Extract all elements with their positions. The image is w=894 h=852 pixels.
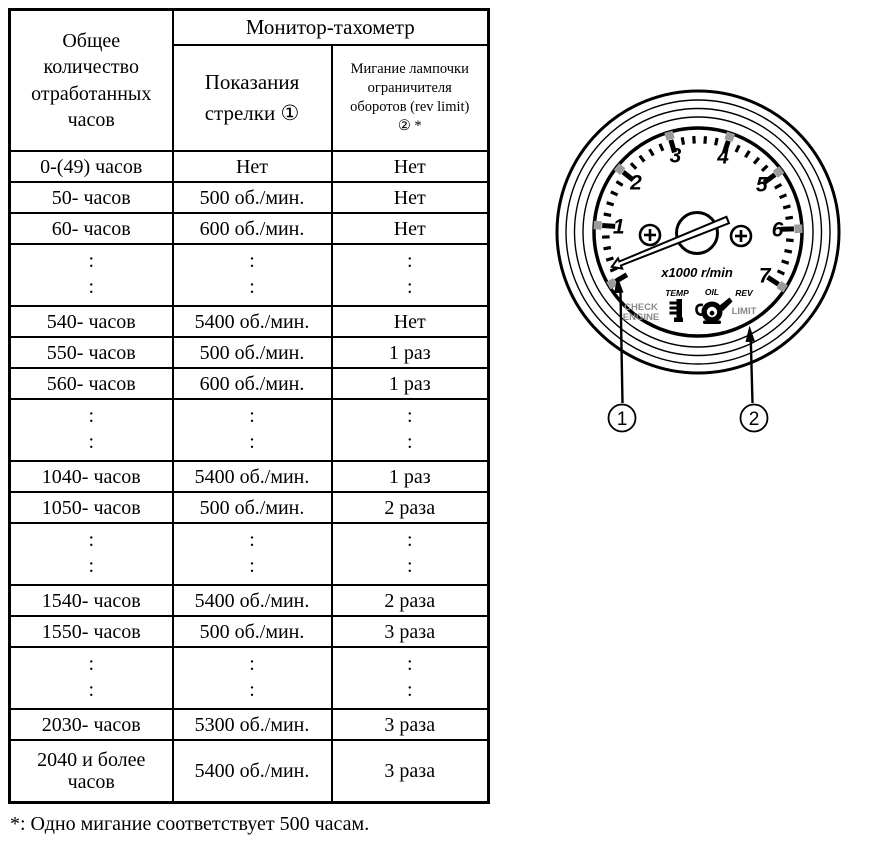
dial-units-label: x1000 r/min (661, 265, 733, 280)
table-row (10, 709, 489, 740)
limit-label: LIMIT (731, 306, 757, 317)
cell-blink-count: Нет (332, 213, 489, 244)
cell-needle-reading: 500 об./мин. (173, 182, 332, 213)
integer-tick-gray (594, 225, 602, 226)
cell-ellipsis: : : (10, 647, 173, 709)
cell-ellipsis: : : (332, 399, 489, 461)
cell-hours: 1050- часов (10, 492, 173, 523)
col-header-line: часов (67, 108, 115, 131)
table-row (10, 244, 489, 306)
col-header-rev-limit-blink (332, 45, 489, 151)
cell-blink-count: Нет (332, 151, 489, 182)
col-header-line: оборотов (rev limit) (350, 99, 470, 115)
cell-ellipsis: : : (10, 399, 173, 461)
col-header-line: Показания (204, 69, 300, 94)
cell-hours: 540- часов (10, 306, 173, 337)
minor-tick (786, 240, 794, 241)
rev-label: REV (735, 288, 753, 298)
table-body (10, 151, 489, 802)
minor-tick (786, 217, 793, 218)
integer-tick-gray (775, 170, 781, 175)
col-header-line: Общее (62, 29, 121, 52)
col-header-needle-reading (173, 45, 332, 151)
table-row (10, 337, 489, 368)
minor-tick (604, 248, 611, 249)
integer-tick-gray (617, 167, 623, 172)
cell-hours: 50- часов (10, 182, 173, 213)
table-row (10, 213, 489, 244)
dial-number: 4 (717, 145, 729, 169)
cell-blink-count: 1 раз (332, 368, 489, 399)
minor-tick (716, 138, 718, 145)
left-screw-icon (640, 225, 660, 245)
cell-ellipsis: : : (332, 523, 489, 585)
cell-hours: 550- часов (10, 337, 173, 368)
tachometer-illustration (540, 64, 894, 466)
minor-tick (785, 251, 792, 253)
cell-blink-count: Нет (332, 182, 489, 213)
minor-tick (607, 203, 614, 205)
cell-needle-reading: 600 об./мин. (173, 368, 332, 399)
footnote: *: Одно мигание соответствует 500 часам. (10, 813, 370, 835)
cell-blink-count: 3 раза (332, 709, 489, 740)
cell-hours: 1540- часов (10, 585, 173, 616)
cell-ellipsis: : : (10, 244, 173, 306)
table-row (10, 523, 489, 585)
cell-blink-count: 2 раза (332, 492, 489, 523)
oil-label: OIL (704, 287, 720, 297)
table-row (10, 182, 489, 213)
minor-tick (783, 206, 790, 208)
cell-needle-reading: 5400 об./мин. (173, 461, 332, 492)
cell-blink-count: Нет (332, 306, 489, 337)
cell-ellipsis: : : (173, 647, 332, 709)
col-header-line: стрелки ① (204, 101, 300, 125)
cell-blink-count: 3 раза (332, 616, 489, 647)
cell-hours: 60- часов (10, 213, 173, 244)
cell-ellipsis: : : (10, 523, 173, 585)
table-row (10, 151, 489, 182)
cell-needle-reading: 5400 об./мин. (173, 306, 332, 337)
integer-tick-gray (729, 133, 732, 141)
cell-ellipsis: : : (173, 523, 332, 585)
check-engine-label: ENGINE (622, 312, 660, 323)
integer-tick-gray (779, 285, 786, 289)
col-header-total-hours (10, 10, 173, 152)
dial-number: 2 (630, 171, 642, 195)
cell-needle-reading: 600 об./мин. (173, 213, 332, 244)
integer-tick-gray (608, 282, 615, 286)
hours-table (8, 8, 490, 804)
table-row (10, 368, 489, 399)
col-header-line: отработанных (31, 82, 152, 105)
header-row-group (10, 10, 489, 46)
dial-number: 7 (758, 264, 771, 288)
dial-number: 3 (669, 144, 682, 168)
table-row (10, 461, 489, 492)
right-screw-icon (731, 226, 751, 246)
table-row (10, 616, 489, 647)
cell-hours: 1550- часов (10, 616, 173, 647)
cell-hours: 560- часов (10, 368, 173, 399)
table-row (10, 585, 489, 616)
cell-needle-reading: 5300 об./мин. (173, 709, 332, 740)
table-row (10, 492, 489, 523)
cell-blink-count: 1 раз (332, 461, 489, 492)
cell-ellipsis: : : (173, 244, 332, 306)
dial-number: 1 (612, 215, 625, 239)
minor-tick (682, 137, 683, 144)
temp-label: TEMP (665, 288, 689, 298)
minor-tick (604, 214, 611, 215)
minor-tick (782, 261, 789, 263)
cell-needle-reading: Нет (173, 151, 332, 182)
table-row (10, 306, 489, 337)
cell-hours: 0-(49) часов (10, 151, 173, 182)
cell-hours: 2040 и более часов (10, 740, 173, 802)
cell-needle-reading: 5400 об./мин. (173, 740, 332, 802)
callout-number: 1 (616, 409, 628, 430)
cell-ellipsis: : : (173, 399, 332, 461)
cell-blink-count: 2 раза (332, 585, 489, 616)
col-header-line: ② * (397, 118, 422, 135)
col-header-monitor-tachometer: Монитор-тахометр (173, 10, 489, 46)
cell-hours: 1040- часов (10, 461, 173, 492)
cell-needle-reading: 500 об./мин. (173, 492, 332, 523)
table-row (10, 740, 489, 802)
col-header-line: Мигание лампочки (350, 60, 469, 77)
cell-blink-count: 3 раза (332, 740, 489, 802)
dial-number: 6 (771, 218, 784, 242)
minor-tick (606, 258, 613, 260)
minor-tick (705, 136, 706, 144)
cell-blink-count: 1 раз (332, 337, 489, 368)
cell-needle-reading: 5400 об./мин. (173, 585, 332, 616)
dial-number: 5 (755, 173, 768, 197)
check-engine-label: CHECK (624, 302, 658, 313)
cell-ellipsis: : : (332, 244, 489, 306)
cell-needle-reading: 500 об./мин. (173, 337, 332, 368)
col-header-line: количество (43, 56, 139, 79)
table-row (10, 647, 489, 709)
cell-hours: 2030- часов (10, 709, 173, 740)
integer-tick-gray (668, 132, 670, 140)
table-row (10, 399, 489, 461)
cell-ellipsis: : : (332, 647, 489, 709)
col-header-line: ограничителя (367, 79, 452, 96)
callout-number: 2 (748, 409, 760, 430)
cell-needle-reading: 500 об./мин. (173, 616, 332, 647)
